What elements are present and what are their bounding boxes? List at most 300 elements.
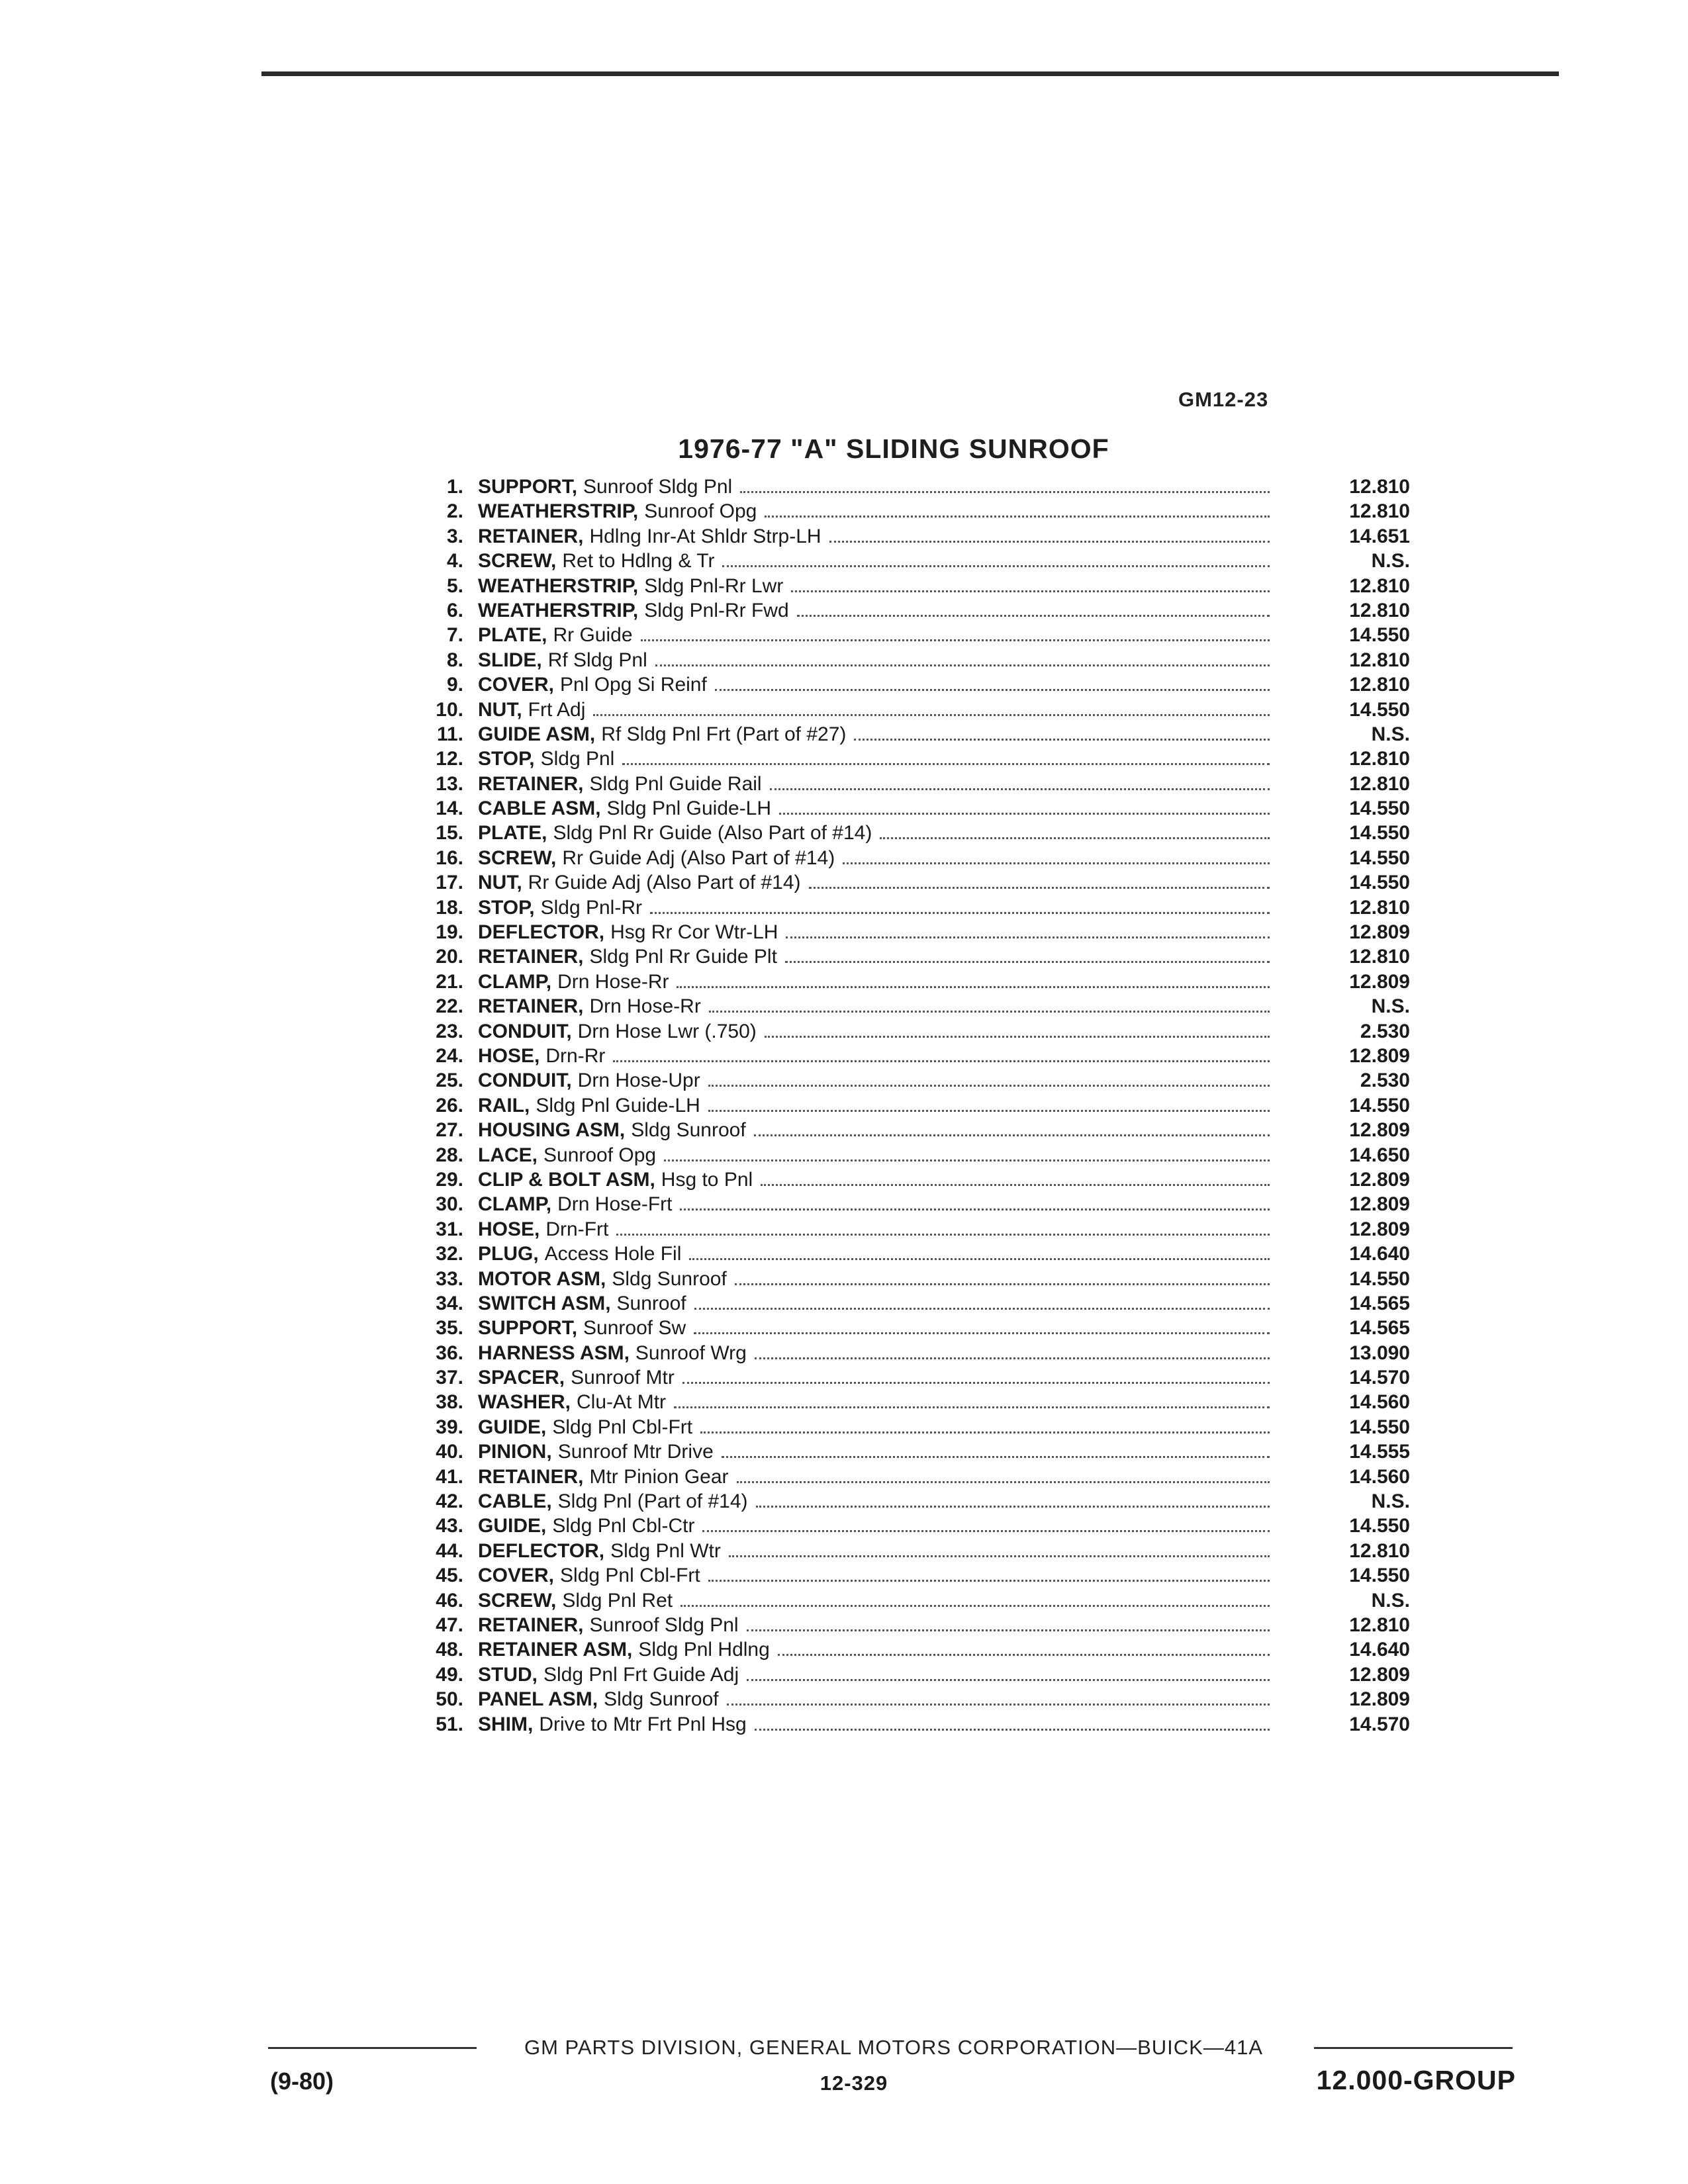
part-description: Drn-Rr xyxy=(545,1044,606,1067)
part-name: CABLE, xyxy=(478,1490,552,1513)
part-name: CONDUIT, xyxy=(478,1020,572,1042)
part-description: Sldg Pnl Rr Guide (Also Part of #14) xyxy=(553,822,872,844)
part-description: Hdlng Inr-At Shldr Strp-LH xyxy=(589,525,821,547)
dot-leader xyxy=(747,1663,1270,1681)
part-group-number: 14.651 xyxy=(1349,525,1410,547)
part-description: Sldg Pnl Wtr xyxy=(610,1539,721,1562)
part-group-number: 12.810 xyxy=(1349,1539,1410,1562)
part-description: Drive to Mtr Frt Pnl Hsg xyxy=(539,1713,747,1735)
list-item xyxy=(397,895,1410,920)
list-item xyxy=(397,1489,1410,1514)
dot-leader xyxy=(843,846,1270,864)
list-item xyxy=(397,1637,1410,1662)
part-group-number: 14.550 xyxy=(1349,1267,1410,1290)
list-item xyxy=(397,747,1410,771)
part-name: NUT, xyxy=(478,872,522,894)
part-group-number: N.S. xyxy=(1371,1589,1410,1612)
list-item xyxy=(397,944,1410,969)
part-description: Drn-Frt xyxy=(545,1218,609,1240)
dot-leader xyxy=(674,1390,1270,1408)
part-number: 33. xyxy=(436,1267,463,1290)
part-name: HOSE, xyxy=(478,1044,540,1067)
part-number: 47. xyxy=(436,1614,463,1636)
part-name: SCREW, xyxy=(478,1589,557,1612)
dot-leader xyxy=(797,599,1270,617)
dot-leader xyxy=(755,1342,1270,1359)
part-group-number: N.S. xyxy=(1371,1490,1410,1513)
part-description: Sunroof Sw xyxy=(583,1317,686,1340)
list-item xyxy=(397,1341,1410,1365)
part-name: STOP, xyxy=(478,896,535,919)
part-group-number: 12.809 xyxy=(1349,1119,1410,1142)
dot-leader xyxy=(680,1193,1270,1210)
part-number: 39. xyxy=(436,1416,463,1438)
part-description: Sldg Pnl Frt Guide Adj xyxy=(543,1663,739,1686)
part-name: PLUG, xyxy=(478,1243,539,1265)
part-description: Sldg Sunroof xyxy=(604,1688,719,1711)
part-group-number: 2.530 xyxy=(1360,1069,1410,1092)
part-number: 10. xyxy=(436,698,463,721)
part-name: PLATE, xyxy=(478,624,547,647)
part-number: 16. xyxy=(436,846,463,869)
part-group-number: 14.550 xyxy=(1349,1515,1410,1537)
part-number: 43. xyxy=(436,1515,463,1537)
dot-leader xyxy=(641,623,1270,641)
list-item xyxy=(397,722,1410,747)
part-number: 9. xyxy=(446,674,463,696)
part-description: Sldg Sunroof xyxy=(631,1119,746,1142)
part-number: 28. xyxy=(436,1144,463,1166)
part-description: Sldg Pnl Rr Guide Plt xyxy=(589,946,777,968)
part-name: CLAMP, xyxy=(478,970,552,993)
dot-leader xyxy=(593,698,1270,716)
dot-leader xyxy=(694,1316,1270,1334)
part-description: Sunroof Opg xyxy=(644,500,757,523)
dot-leader xyxy=(854,723,1270,741)
part-number: 8. xyxy=(446,649,463,671)
part-number: 44. xyxy=(436,1539,463,1562)
part-name: GUIDE, xyxy=(478,1515,547,1537)
part-group-number: 14.650 xyxy=(1349,1144,1410,1166)
part-name: COVER, xyxy=(478,1565,555,1587)
part-description: Drn Hose-Rr xyxy=(557,970,669,993)
list-item xyxy=(397,821,1410,845)
part-group-number: 14.550 xyxy=(1349,624,1410,647)
part-number: 22. xyxy=(436,995,463,1018)
part-number: 24. xyxy=(436,1044,463,1067)
part-name: HARNESS ASM, xyxy=(478,1342,630,1364)
part-group-number: 12.809 xyxy=(1349,1218,1410,1240)
part-description: Hsg to Pnl xyxy=(661,1168,753,1191)
part-number: 49. xyxy=(436,1663,463,1686)
part-description: Drn Hose-Frt xyxy=(557,1193,673,1216)
part-description: Sldg Pnl Cbl-Frt xyxy=(552,1416,693,1438)
dot-leader xyxy=(616,1218,1270,1236)
part-description: Sldg Pnl-Rr Fwd xyxy=(644,599,789,621)
part-number: 46. xyxy=(436,1589,463,1612)
part-description: Sldg Pnl (Part of #14) xyxy=(557,1490,748,1513)
dot-leader xyxy=(694,1292,1270,1310)
part-group-number: 14.565 xyxy=(1349,1317,1410,1340)
part-group-number: 12.810 xyxy=(1349,748,1410,770)
part-description: Rf Sldg Pnl Frt (Part of #27) xyxy=(601,723,847,745)
part-description: Hsg Rr Cor Wtr-LH xyxy=(610,921,778,944)
list-item xyxy=(397,970,1410,994)
part-group-number: 12.809 xyxy=(1349,1663,1410,1686)
part-description: Sldg Pnl xyxy=(540,748,615,770)
list-item xyxy=(397,1118,1410,1142)
dot-leader xyxy=(708,1069,1270,1087)
part-description: Drn Hose-Rr xyxy=(589,995,701,1018)
part-description: Sldg Pnl-Rr xyxy=(540,896,642,919)
part-group-number: 14.570 xyxy=(1349,1713,1410,1735)
part-description: Sldg Pnl Ret xyxy=(562,1589,673,1612)
dot-leader xyxy=(755,1713,1270,1731)
list-item xyxy=(397,1415,1410,1439)
part-group-number: 14.560 xyxy=(1349,1465,1410,1488)
part-name: CABLE ASM, xyxy=(478,797,601,820)
list-item xyxy=(397,1291,1410,1316)
part-description: Sldg Pnl Cbl-Frt xyxy=(560,1565,700,1587)
part-number: 21. xyxy=(436,970,463,993)
part-number: 50. xyxy=(436,1688,463,1711)
part-name: DEFLECTOR, xyxy=(478,921,605,944)
footer-rule-left xyxy=(268,2047,477,2049)
part-group-number: 12.809 xyxy=(1349,970,1410,993)
dot-leader xyxy=(756,1490,1270,1508)
dot-leader xyxy=(737,1465,1270,1483)
dot-leader xyxy=(729,1539,1270,1557)
part-number: 11. xyxy=(436,723,463,745)
part-description: Sldg Sunroof xyxy=(612,1267,727,1290)
part-name: LACE, xyxy=(478,1144,538,1166)
part-group-number: 12.809 xyxy=(1349,1168,1410,1191)
part-group-number: 12.810 xyxy=(1349,946,1410,968)
part-name: WASHER, xyxy=(478,1391,571,1414)
dot-leader xyxy=(708,1094,1270,1112)
list-item xyxy=(397,1588,1410,1613)
part-group-number: 13.090 xyxy=(1349,1342,1410,1364)
part-number: 14. xyxy=(436,797,463,820)
list-item xyxy=(397,648,1410,672)
part-group-number: 14.550 xyxy=(1349,1094,1410,1116)
part-number: 12. xyxy=(436,748,463,770)
part-name: SWITCH ASM, xyxy=(478,1292,611,1314)
footer-page-number: 12-329 xyxy=(820,2071,888,2095)
part-name: WEATHERSTRIP, xyxy=(478,500,639,523)
part-number: 13. xyxy=(436,772,463,795)
part-number: 40. xyxy=(436,1441,463,1463)
list-item xyxy=(397,1687,1410,1711)
part-name: RETAINER ASM, xyxy=(478,1639,633,1661)
part-number: 18. xyxy=(436,896,463,919)
part-description: Pnl Opg Si Reinf xyxy=(560,674,707,696)
list-item xyxy=(397,1242,1410,1266)
part-name: SHIM, xyxy=(478,1713,534,1735)
dot-leader xyxy=(680,1589,1270,1607)
part-name: PANEL ASM, xyxy=(478,1688,598,1711)
page-code: GM12-23 xyxy=(1178,388,1269,411)
top-rule xyxy=(261,71,1559,76)
dot-leader xyxy=(765,500,1270,518)
part-description: Mtr Pinion Gear xyxy=(589,1465,729,1488)
dot-leader xyxy=(655,649,1270,666)
part-number: 48. xyxy=(436,1639,463,1661)
part-number: 37. xyxy=(436,1367,463,1389)
part-group-number: 2.530 xyxy=(1360,1020,1410,1042)
part-group-number: 14.640 xyxy=(1349,1243,1410,1265)
part-name: HOUSING ASM, xyxy=(478,1119,626,1142)
part-number: 23. xyxy=(436,1020,463,1042)
part-number: 6. xyxy=(446,599,463,621)
part-group-number: 12.809 xyxy=(1349,1688,1410,1711)
part-group-number: 14.550 xyxy=(1349,797,1410,820)
part-group-number: 14.555 xyxy=(1349,1441,1410,1463)
dot-leader xyxy=(708,1564,1270,1582)
part-number: 17. xyxy=(436,872,463,894)
list-item xyxy=(397,549,1410,573)
part-description: Drn Hose-Upr xyxy=(577,1069,700,1092)
list-item xyxy=(397,698,1410,722)
dot-leader xyxy=(765,1020,1270,1038)
dot-leader xyxy=(735,1267,1270,1285)
part-group-number: 14.570 xyxy=(1349,1367,1410,1389)
part-description: Sldg Pnl Cbl-Ctr xyxy=(552,1515,695,1537)
part-group-number: N.S. xyxy=(1371,723,1410,745)
part-group-number: 12.810 xyxy=(1349,476,1410,498)
part-name: CLAMP, xyxy=(478,1193,552,1216)
part-description: Rr Guide xyxy=(553,624,633,647)
part-name: CLIP & BOLT ASM, xyxy=(478,1168,655,1191)
part-number: 38. xyxy=(436,1391,463,1414)
part-group-number: 12.810 xyxy=(1349,772,1410,795)
list-item xyxy=(397,1167,1410,1192)
part-group-number: 14.550 xyxy=(1349,1565,1410,1587)
part-group-number: N.S. xyxy=(1371,550,1410,572)
part-number: 41. xyxy=(436,1465,463,1488)
footer-date-code: (9-80) xyxy=(270,2068,334,2095)
dot-leader xyxy=(722,1440,1270,1458)
list-item xyxy=(397,475,1410,499)
dot-leader xyxy=(722,549,1270,567)
list-item xyxy=(397,1514,1410,1538)
part-name: WEATHERSTRIP, xyxy=(478,574,639,597)
list-item xyxy=(397,796,1410,821)
part-description: Sldg Pnl Guide Rail xyxy=(589,772,762,795)
dot-leader xyxy=(791,574,1270,592)
dot-leader xyxy=(880,821,1270,839)
page-title: 1976-77 "A" SLIDING SUNROOF xyxy=(678,433,1109,464)
part-name: RETAINER, xyxy=(478,525,584,547)
part-description: Sunroof Sldg Pnl xyxy=(589,1614,739,1636)
part-number: 4. xyxy=(446,550,463,572)
part-name: RETAINER, xyxy=(478,1465,584,1488)
list-item xyxy=(397,1439,1410,1464)
dot-leader xyxy=(785,945,1270,963)
part-name: GUIDE, xyxy=(478,1416,547,1438)
list-item xyxy=(397,772,1410,796)
part-group-number: 12.809 xyxy=(1349,921,1410,944)
list-item xyxy=(397,1068,1410,1093)
dot-leader xyxy=(786,921,1270,938)
list-item xyxy=(397,1465,1410,1489)
part-description: Rr Guide Adj (Also Part of #14) xyxy=(562,846,835,869)
part-group-number: 12.810 xyxy=(1349,574,1410,597)
dot-leader xyxy=(715,673,1270,691)
part-description: Sldg Pnl-Rr Lwr xyxy=(644,574,784,597)
part-description: Sunroof Wrg xyxy=(635,1342,747,1364)
part-description: Sunroof Sldg Pnl xyxy=(583,476,733,498)
part-number: 31. xyxy=(436,1218,463,1240)
part-name: RETAINER, xyxy=(478,772,584,795)
list-item xyxy=(397,1267,1410,1291)
part-group-number: 12.809 xyxy=(1349,1044,1410,1067)
dot-leader xyxy=(779,797,1270,815)
part-description: Sunroof xyxy=(616,1292,686,1314)
part-number: 26. xyxy=(436,1094,463,1116)
part-description: Rr Guide Adj (Also Part of #14) xyxy=(528,872,801,894)
part-group-number: 12.809 xyxy=(1349,1193,1410,1216)
part-group-number: 12.810 xyxy=(1349,1614,1410,1636)
part-number: 1. xyxy=(446,476,463,498)
part-name: CONDUIT, xyxy=(478,1069,572,1092)
list-item xyxy=(397,1365,1410,1390)
dot-leader xyxy=(761,1168,1270,1186)
part-group-number: 12.810 xyxy=(1349,674,1410,696)
part-name: RAIL, xyxy=(478,1094,530,1116)
part-number: 42. xyxy=(436,1490,463,1513)
part-number: 34. xyxy=(436,1292,463,1314)
part-description: Rf Sldg Pnl xyxy=(547,649,647,671)
dot-leader xyxy=(709,995,1270,1013)
part-name: WEATHERSTRIP, xyxy=(478,599,639,621)
list-item xyxy=(397,1316,1410,1340)
list-item xyxy=(397,870,1410,895)
dot-leader xyxy=(650,896,1270,914)
dot-leader xyxy=(727,1688,1270,1706)
list-item xyxy=(397,672,1410,697)
list-item xyxy=(397,1044,1410,1068)
dot-leader xyxy=(700,1416,1270,1433)
list-item xyxy=(397,1662,1410,1687)
part-name: COVER, xyxy=(478,674,555,696)
dot-leader xyxy=(664,1144,1270,1161)
part-description: Clu-At Mtr xyxy=(577,1391,667,1414)
part-group-number: 14.560 xyxy=(1349,1391,1410,1414)
dot-leader xyxy=(754,1118,1270,1136)
list-item xyxy=(397,1539,1410,1563)
list-item xyxy=(397,499,1410,523)
part-number: 20. xyxy=(436,946,463,968)
part-description: Drn Hose Lwr (.750) xyxy=(577,1020,757,1042)
dot-leader xyxy=(809,871,1270,889)
part-number: 15. xyxy=(436,822,463,844)
part-group-number: 12.810 xyxy=(1349,500,1410,523)
part-name: SUPPORT, xyxy=(478,1317,578,1340)
part-group-number: 14.550 xyxy=(1349,698,1410,721)
part-number: 2. xyxy=(446,500,463,523)
dot-leader xyxy=(682,1366,1270,1384)
dot-leader xyxy=(740,475,1270,493)
part-name: PINION, xyxy=(478,1441,552,1463)
part-name: SLIDE, xyxy=(478,649,542,671)
part-number: 25. xyxy=(436,1069,463,1092)
part-group-number: 12.810 xyxy=(1349,649,1410,671)
list-item xyxy=(397,623,1410,647)
part-name: RETAINER, xyxy=(478,995,584,1018)
dot-leader xyxy=(613,1044,1270,1062)
part-group-number: 12.810 xyxy=(1349,896,1410,919)
part-name: MOTOR ASM, xyxy=(478,1267,606,1290)
part-number: 36. xyxy=(436,1342,463,1364)
list-item xyxy=(397,1019,1410,1044)
list-item xyxy=(397,524,1410,549)
part-number: 30. xyxy=(436,1193,463,1216)
part-group-number: N.S. xyxy=(1371,995,1410,1018)
list-item xyxy=(397,1217,1410,1242)
part-group-number: 14.565 xyxy=(1349,1292,1410,1314)
part-number: 7. xyxy=(446,624,463,647)
part-name: NUT, xyxy=(478,698,522,721)
part-description: Sunroof Mtr xyxy=(571,1367,675,1389)
part-number: 27. xyxy=(436,1119,463,1142)
list-item xyxy=(397,1563,1410,1588)
part-name: SCREW, xyxy=(478,846,557,869)
part-description: Access Hole Fil xyxy=(544,1243,682,1265)
list-item xyxy=(397,920,1410,944)
part-group-number: 14.550 xyxy=(1349,872,1410,894)
part-name: SPACER, xyxy=(478,1367,565,1389)
dot-leader xyxy=(829,525,1270,543)
part-number: 19. xyxy=(436,921,463,944)
part-name: PLATE, xyxy=(478,822,547,844)
part-number: 35. xyxy=(436,1317,463,1340)
part-name: RETAINER, xyxy=(478,946,584,968)
list-item xyxy=(397,1093,1410,1118)
part-group-number: 14.550 xyxy=(1349,846,1410,869)
list-item xyxy=(397,1613,1410,1637)
footer-rule-right xyxy=(1314,2047,1513,2049)
list-item xyxy=(397,1712,1410,1737)
part-description: Ret to Hdlng & Tr xyxy=(562,550,715,572)
part-group-number: 14.550 xyxy=(1349,822,1410,844)
part-name: SUPPORT, xyxy=(478,476,578,498)
part-name: STUD, xyxy=(478,1663,538,1686)
footer-group: 12.000-GROUP xyxy=(1316,2065,1516,2095)
part-group-number: 14.640 xyxy=(1349,1639,1410,1661)
part-group-number: 14.550 xyxy=(1349,1416,1410,1438)
list-item xyxy=(397,846,1410,870)
dot-leader xyxy=(689,1242,1270,1260)
part-name: STOP, xyxy=(478,748,535,770)
list-item xyxy=(397,1390,1410,1414)
dot-leader xyxy=(778,1638,1270,1656)
part-description: Sldg Pnl Hdlng xyxy=(638,1639,770,1661)
dot-leader xyxy=(747,1614,1270,1631)
list-item xyxy=(397,598,1410,623)
dot-leader xyxy=(677,970,1270,988)
part-description: Sunroof Opg xyxy=(543,1144,657,1166)
part-number: 3. xyxy=(446,525,463,547)
part-name: HOSE, xyxy=(478,1218,540,1240)
part-name: SCREW, xyxy=(478,550,557,572)
part-description: Sldg Pnl Guide-LH xyxy=(606,797,772,820)
part-number: 32. xyxy=(436,1243,463,1265)
parts-list xyxy=(397,475,1410,1737)
part-description: Sldg Pnl Guide-LH xyxy=(536,1094,700,1116)
dot-leader xyxy=(622,747,1270,765)
part-number: 29. xyxy=(436,1168,463,1191)
